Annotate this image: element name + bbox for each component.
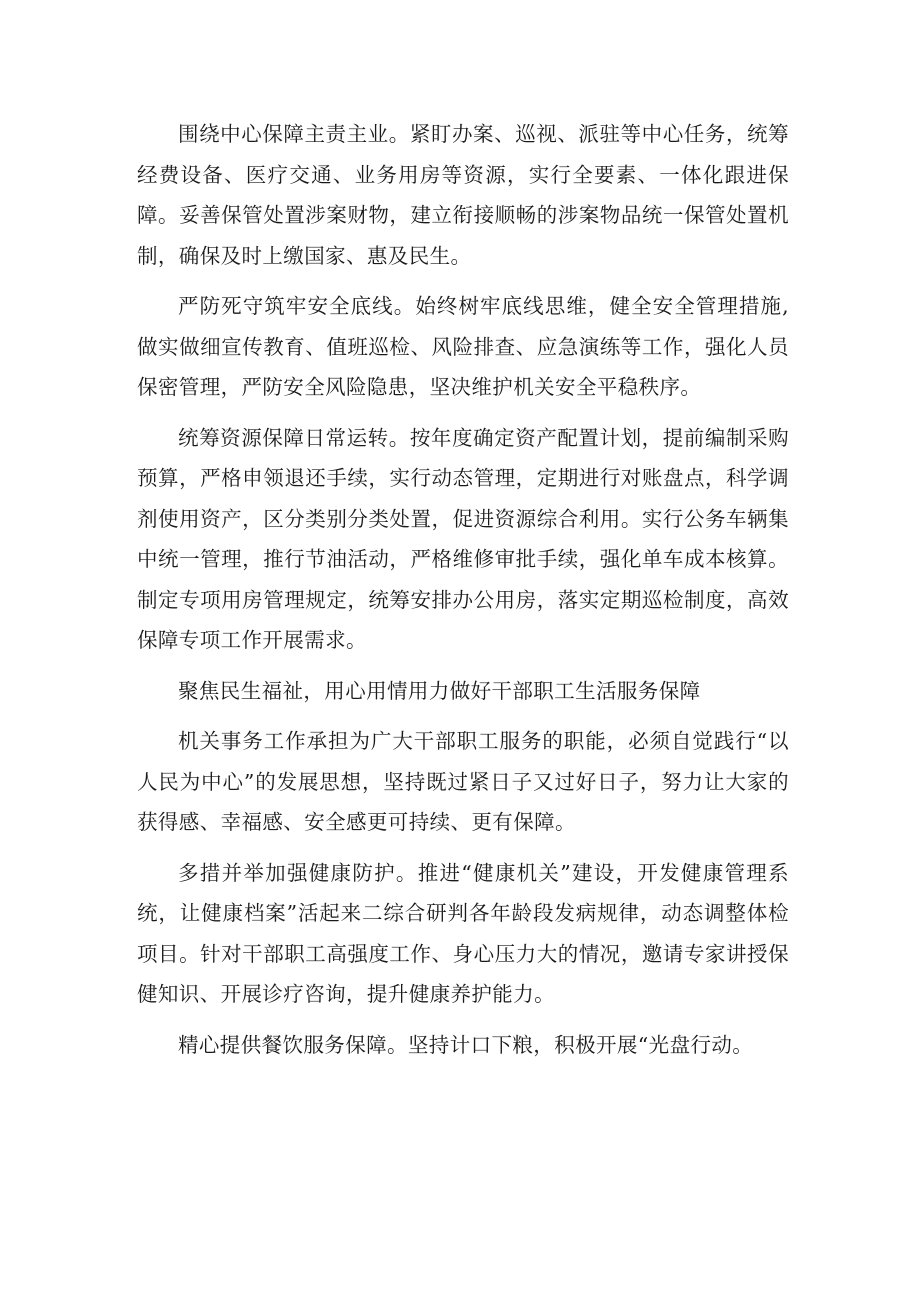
paragraph-health-protection: 多措并举加强健康防护。推进“健康机关”建设，开发健康管理系统，让健康档案”活起来二综合研判各年龄段发病规律，动态调整体检项目。针对干部职工高强度工作、身心压力大的情况，邀请专家讲授保健知识、开展诊疗咨询，提升健康养护能力。 [137,860,789,1006]
paragraph-service-function: 机关事务工作承担为广大干部职工服务的职能，必须自觉践行“以人民为中心”的发展思想，坚持既过紧日子又过好日子，努力让大家的获得感、幸福感、安全感更可持续、更有保障。 [137,729,789,834]
paragraph-resource-support: 统筹资源保障日常运转。按年度确定资产配置计划，提前编制采购预算，严格申领退还手续，实行动态管理，定期进行对账盘点，科学调剂使用资产，区分类别分类处置，促进资源综合利用。实行公务车辆集中统一管理，推行节油活动，严格维修审批手续，强化单车成本核算。制定专项用房管理规定，统筹安排办公用房，落实定期巡检制度，高效保障专项工作开展需求。 [137,425,789,652]
paragraph-safety-bottom-line: 严防死守筑牢安全底线。始终树牢底线思维，健全安全管理措施,做实做细宣传教育、值班巡检、风险排查、应急演练等工作，强化人员保密管理，严防安全风险隐患，坚决维护机关安全平稳秩序。 [137,294,789,399]
paragraph-catering-service: 精心提供餐饮服务保障。坚持计口下粮，积极开展“光盘行动。 [178,1032,754,1057]
paragraph-central-support: 围绕中心保障主责主业。紧盯办案、巡视、派驻等中心任务，统筹经费设备、医疗交通、业务用房等资源，实行全要素、一体化跟进保障。妥善保管处置涉案财物，建立衔接顺畅的涉案物品统一保管处置机制，确保及时上缴国家、惠及民生。 [137,122,789,268]
section-heading-livelihood: 聚焦民生福祉，用心用情用力做好干部职工生活服务保障 [178,678,701,703]
document-body [137,114,789,1075]
